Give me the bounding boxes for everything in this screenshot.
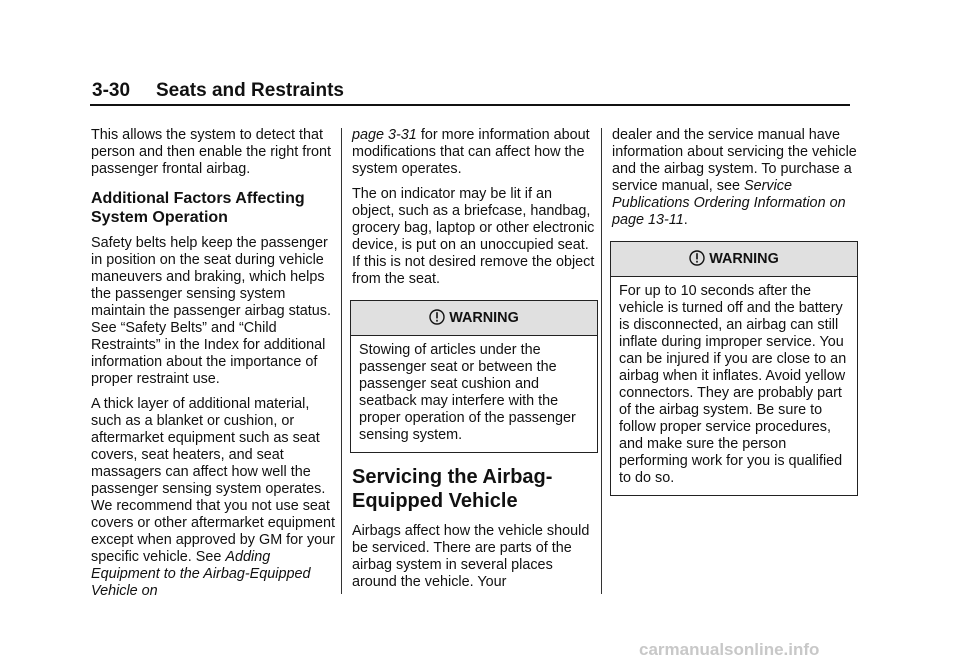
warning-icon xyxy=(689,250,705,266)
cross-reference-link[interactable]: Service Publications Ordering Information on page 13-11 xyxy=(612,178,846,228)
subheading: Additional Factors Affecting System Operation xyxy=(91,190,305,226)
paragraph xyxy=(91,396,337,600)
paragraph xyxy=(352,127,598,178)
paragraph-text: for more information about modifications that can affect how the system operates. xyxy=(352,127,590,177)
paragraph-text: A thick layer of additional material, such as a blanket or cushion, or aftermarket equipment such as seat covers, seat heaters, and seat massagers can affect how well the passenger sensing system operates. We recommend that you not use seat covers or other aftermarket equipment except when approved by GM for your specific vehicle. See xyxy=(91,396,335,565)
paragraph-end: . xyxy=(683,212,688,228)
paragraph: This allows the system to detect that person and then enable the right front passenger frontal airbag. xyxy=(91,127,332,177)
header-rule xyxy=(90,104,850,106)
paragraph: The on indicator may be lit if an object, such as a briefcase, handbag, grocery bag, laptop or other electronic device, is put on an unoccupied seat. If this is not desired remove the object from the seat. xyxy=(352,186,595,287)
paragraph-text: dealer and the service manual have information about servicing the vehicle and the airbag system. To purchase a service manual, see xyxy=(612,127,857,194)
cross-reference-link[interactable]: Adding Equipment to the Airbag-Equipped Vehicle on xyxy=(91,549,311,599)
paragraph xyxy=(612,127,858,229)
column-3 xyxy=(612,127,858,506)
warning-text: Stowing of articles under the passenger seat or between the passenger seat cushion and seatback may interfere with the proper operation of the passenger sensing system. xyxy=(359,342,576,443)
watermark: carmanualsonline.info xyxy=(639,640,820,659)
warning-title: WARNING xyxy=(449,310,519,326)
warning-box xyxy=(610,241,858,496)
column-2 xyxy=(352,127,598,599)
warning-icon xyxy=(429,309,445,325)
section-title: Seats and Restraints xyxy=(156,80,344,101)
warning-header xyxy=(611,242,857,277)
column-divider xyxy=(341,128,342,594)
page-header xyxy=(92,80,344,102)
warning-header xyxy=(351,301,597,336)
cross-reference-link[interactable]: page 3-31 xyxy=(352,127,417,143)
column-divider xyxy=(601,128,602,594)
warning-box xyxy=(350,300,598,453)
column-1 xyxy=(91,127,337,608)
warning-text: For up to 10 seconds after the vehicle is turned off and the battery is disconnected, an airbag can still inflate during improper service. You can be injured if you are close to an airbag when it inflates. Avoid yellow connectors. They are probably part of the airbag system. Be sure to follow proper service procedures, and make sure the person performing work for you is qualified to do so. xyxy=(619,283,847,486)
section-heading: Servicing the Airbag-Equipped Vehicle xyxy=(352,466,553,512)
page-number: 3-30 xyxy=(92,80,131,101)
paragraph: Airbags affect how the vehicle should be serviced. There are parts of the airbag system in several places around the vehicle. Your xyxy=(352,523,590,590)
paragraph: Safety belts help keep the passenger in position on the seat during vehicle maneuvers and braking, which helps the passenger sensing system maintain the passenger airbag status. See “Safety Belts” and “Child Restraints” in the Index for additional information about the importance of proper restraint use. xyxy=(91,235,331,387)
warning-title: WARNING xyxy=(709,251,779,267)
